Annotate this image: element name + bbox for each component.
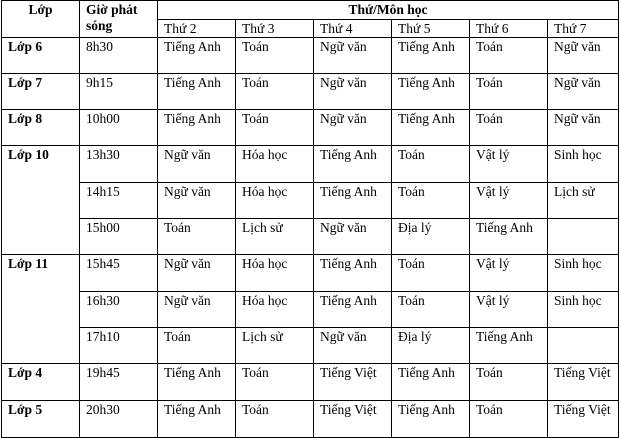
subject-cell: Toán bbox=[470, 400, 548, 437]
class-name-cell: Lớp 11 bbox=[2, 254, 80, 363]
subject-cell: Ngữ văn bbox=[314, 327, 392, 363]
subject-cell: Toán bbox=[158, 327, 236, 363]
subject-cell: Ngữ văn bbox=[158, 254, 236, 291]
subject-cell: Toán bbox=[236, 400, 314, 437]
class-name-cell: Lớp 4 bbox=[2, 363, 80, 400]
class-name-cell: Lớp 7 bbox=[2, 73, 80, 109]
subject-cell: Ngữ văn bbox=[314, 37, 392, 73]
subject-cell: Toán bbox=[158, 218, 236, 254]
subject-cell: Vật lý bbox=[470, 291, 548, 327]
subject-cell: Toán bbox=[470, 73, 548, 109]
subject-cell: Tiếng Anh bbox=[158, 400, 236, 437]
subject-cell: Ngữ văn bbox=[314, 218, 392, 254]
subject-cell: Toán bbox=[236, 73, 314, 109]
subject-cell: Ngữ văn bbox=[158, 182, 236, 218]
subject-cell: Ngữ văn bbox=[548, 73, 619, 109]
subject-cell: Lịch sử bbox=[548, 182, 619, 218]
subject-cell: Vật lý bbox=[470, 182, 548, 218]
subject-cell: Tiếng Việt bbox=[314, 363, 392, 400]
subject-cell: Tiếng Việt bbox=[548, 363, 619, 400]
class-name-cell: Lớp 8 bbox=[2, 109, 80, 145]
subject-cell: Tiếng Anh bbox=[314, 291, 392, 327]
subject-cell: Ngữ văn bbox=[158, 145, 236, 182]
subject-cell: Tiếng Anh bbox=[392, 37, 470, 73]
subject-cell: Tiếng Anh bbox=[158, 363, 236, 400]
subject-cell: Vật lý bbox=[470, 145, 548, 182]
header-broadcast-time: Giờ phát sóng bbox=[80, 1, 158, 38]
subject-cell: Sinh học bbox=[548, 254, 619, 291]
schedule-row bbox=[2, 109, 619, 145]
subject-cell: Tiếng Việt bbox=[548, 400, 619, 437]
schedule-row bbox=[2, 73, 619, 109]
subject-cell: Tiếng Anh bbox=[392, 109, 470, 145]
subject-cell: Ngữ văn bbox=[548, 37, 619, 73]
subject-cell: Ngữ văn bbox=[548, 109, 619, 145]
broadcast-time-cell: 10h00 bbox=[80, 109, 158, 145]
subject-cell: Địa lý bbox=[392, 327, 470, 363]
subject-cell: Tiếng Việt bbox=[314, 400, 392, 437]
broadcast-time-cell: 15h00 bbox=[80, 218, 158, 254]
subject-cell: Toán bbox=[470, 363, 548, 400]
subject-cell: Toán bbox=[392, 182, 470, 218]
subject-cell: Toán bbox=[392, 145, 470, 182]
schedule-row bbox=[2, 363, 619, 400]
schedule-row bbox=[2, 254, 619, 291]
subject-cell: Tiếng Anh bbox=[470, 327, 548, 363]
broadcast-time-cell: 13h30 bbox=[80, 145, 158, 182]
subject-cell: Sinh học bbox=[548, 291, 619, 327]
subject-cell: Tiếng Anh bbox=[314, 182, 392, 218]
subject-cell: Tiếng Anh bbox=[314, 145, 392, 182]
subject-cell: Toán bbox=[470, 109, 548, 145]
subject-cell: Tiếng Anh bbox=[392, 400, 470, 437]
subject-cell: Tiếng Anh bbox=[314, 254, 392, 291]
schedule-body bbox=[2, 37, 619, 437]
subject-cell: Địa lý bbox=[392, 218, 470, 254]
subject-cell: Toán bbox=[236, 37, 314, 73]
schedule-row bbox=[2, 327, 619, 363]
subject-cell: Ngữ văn bbox=[314, 73, 392, 109]
schedule-row bbox=[2, 145, 619, 182]
broadcast-time-cell: 16h30 bbox=[80, 291, 158, 327]
schedule-row bbox=[2, 400, 619, 437]
header-day: Thứ 7 bbox=[548, 20, 619, 38]
subject-cell: Lịch sử bbox=[236, 327, 314, 363]
schedule-row bbox=[2, 291, 619, 327]
header-day: Thứ 2 bbox=[158, 20, 236, 38]
broadcast-time-cell: 15h45 bbox=[80, 254, 158, 291]
subject-cell: Toán bbox=[470, 37, 548, 73]
subject-cell: Tiếng Anh bbox=[158, 37, 236, 73]
subject-cell: Tiếng Anh bbox=[158, 109, 236, 145]
subject-cell: Hóa học bbox=[236, 145, 314, 182]
subject-cell: Toán bbox=[236, 363, 314, 400]
class-name-cell: Lớp 6 bbox=[2, 37, 80, 73]
subject-cell: Toán bbox=[392, 291, 470, 327]
broadcast-time-cell: 20h30 bbox=[80, 400, 158, 437]
header-day: Thứ 4 bbox=[314, 20, 392, 38]
subject-cell: Tiếng Anh bbox=[158, 73, 236, 109]
header-class: Lớp bbox=[2, 1, 80, 38]
header-day: Thứ 5 bbox=[392, 20, 470, 38]
schedule-row bbox=[2, 37, 619, 73]
broadcast-time-cell: 14h15 bbox=[80, 182, 158, 218]
subject-cell: Hóa học bbox=[236, 291, 314, 327]
subject-cell: Hóa học bbox=[236, 182, 314, 218]
broadcast-time-cell: 9h15 bbox=[80, 73, 158, 109]
class-name-cell: Lớp 10 bbox=[2, 145, 80, 254]
subject-cell: Vật lý bbox=[470, 254, 548, 291]
subject-cell: Ngữ văn bbox=[158, 291, 236, 327]
schedule-row bbox=[2, 182, 619, 218]
broadcast-time-cell: 19h45 bbox=[80, 363, 158, 400]
subject-cell bbox=[548, 218, 619, 254]
broadcast-time-cell: 8h30 bbox=[80, 37, 158, 73]
schedule-table bbox=[1, 0, 619, 438]
header-day: Thứ 3 bbox=[236, 20, 314, 38]
schedule-row bbox=[2, 218, 619, 254]
subject-cell: Toán bbox=[236, 109, 314, 145]
class-name-cell: Lớp 5 bbox=[2, 400, 80, 437]
broadcast-time-cell: 17h10 bbox=[80, 327, 158, 363]
subject-cell: Tiếng Anh bbox=[392, 363, 470, 400]
subject-cell: Sinh học bbox=[548, 145, 619, 182]
subject-cell: Lịch sử bbox=[236, 218, 314, 254]
subject-cell bbox=[548, 327, 619, 363]
header-day-subject: Thứ/Môn học bbox=[158, 1, 619, 20]
subject-cell: Toán bbox=[392, 254, 470, 291]
subject-cell: Ngữ văn bbox=[314, 109, 392, 145]
subject-cell: Hóa học bbox=[236, 254, 314, 291]
subject-cell: Tiếng Anh bbox=[392, 73, 470, 109]
header-day: Thứ 6 bbox=[470, 20, 548, 38]
subject-cell: Tiếng Anh bbox=[470, 218, 548, 254]
